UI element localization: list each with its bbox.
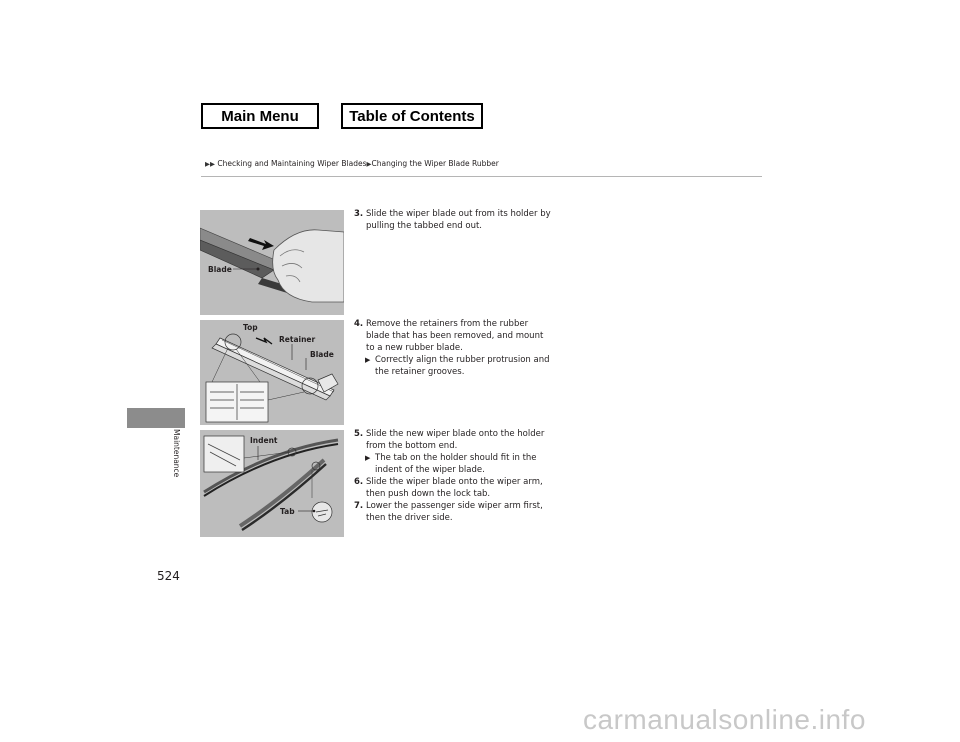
step-4-text: Remove the retainers from the rubber blade that has been removed, and mount to a new rubber blade.: [366, 319, 544, 353]
steps-group-a: [354, 208, 554, 232]
step-3-number: 3.: [354, 209, 364, 219]
step-6: [354, 476, 554, 500]
note-arrow-icon: ▶: [365, 356, 371, 364]
note-arrow-icon: ▶: [365, 454, 371, 462]
figure-retainers: [200, 320, 344, 425]
blade-label-2: Blade: [310, 350, 334, 359]
step-7-number: 7.: [354, 501, 364, 511]
chapter-label: Maintenance: [172, 429, 181, 478]
step-7: [354, 500, 554, 524]
figure-new-blade-illustration: [200, 430, 344, 537]
tab-label: Tab: [280, 507, 295, 516]
step-4-number: 4.: [354, 319, 364, 329]
step-4: [354, 318, 554, 354]
step-5: [354, 428, 554, 452]
breadcrumb: [205, 159, 499, 168]
step-3: [354, 208, 554, 232]
breadcrumb-separator-icon: ▶: [366, 160, 372, 168]
steps-group-b: [354, 318, 554, 378]
figure-retainers-illustration: [200, 320, 344, 425]
figure-new-blade: [200, 430, 344, 537]
step-6-number: 6.: [354, 477, 364, 487]
header-divider: [201, 176, 762, 177]
breadcrumb-page: Changing the Wiper Blade Rubber: [371, 159, 499, 168]
breadcrumb-arrow-icon: ▶▶: [205, 160, 215, 168]
breadcrumb-section-link[interactable]: Checking and Maintaining Wiper Blades: [217, 159, 367, 168]
step-4-note-text: Correctly align the rubber protrusion and the retainer grooves.: [375, 355, 550, 377]
step-6-text: Slide the wiper blade onto the wiper arm, then push down the lock tab.: [366, 477, 543, 499]
table-of-contents-button[interactable]: Table of Contents: [341, 103, 483, 129]
step-5-note: [354, 452, 554, 476]
main-menu-button[interactable]: Main Menu: [201, 103, 319, 129]
watermark: carmanualsonline.info: [583, 704, 866, 735]
figure-remove-blade: [200, 210, 344, 315]
step-5-note-text: The tab on the holder should fit in the indent of the wiper blade.: [375, 453, 537, 475]
step-5-text: Slide the new wiper blade onto the holder from the bottom end.: [366, 429, 545, 451]
page-number: 524: [157, 569, 180, 583]
step-3-text: Slide the wiper blade out from its holder by pulling the tabbed end out.: [366, 209, 551, 231]
step-4-note: [354, 354, 554, 378]
top-label: Top: [243, 323, 258, 332]
step-5-number: 5.: [354, 429, 364, 439]
blade-label: Blade: [208, 265, 232, 274]
steps-group-c: [354, 428, 554, 524]
chapter-tab[interactable]: [127, 408, 185, 428]
indent-label: Indent: [250, 436, 278, 445]
figure-remove-blade-illustration: [200, 210, 344, 315]
retainer-label: Retainer: [279, 335, 316, 344]
step-7-text: Lower the passenger side wiper arm first, then the driver side.: [366, 501, 543, 523]
